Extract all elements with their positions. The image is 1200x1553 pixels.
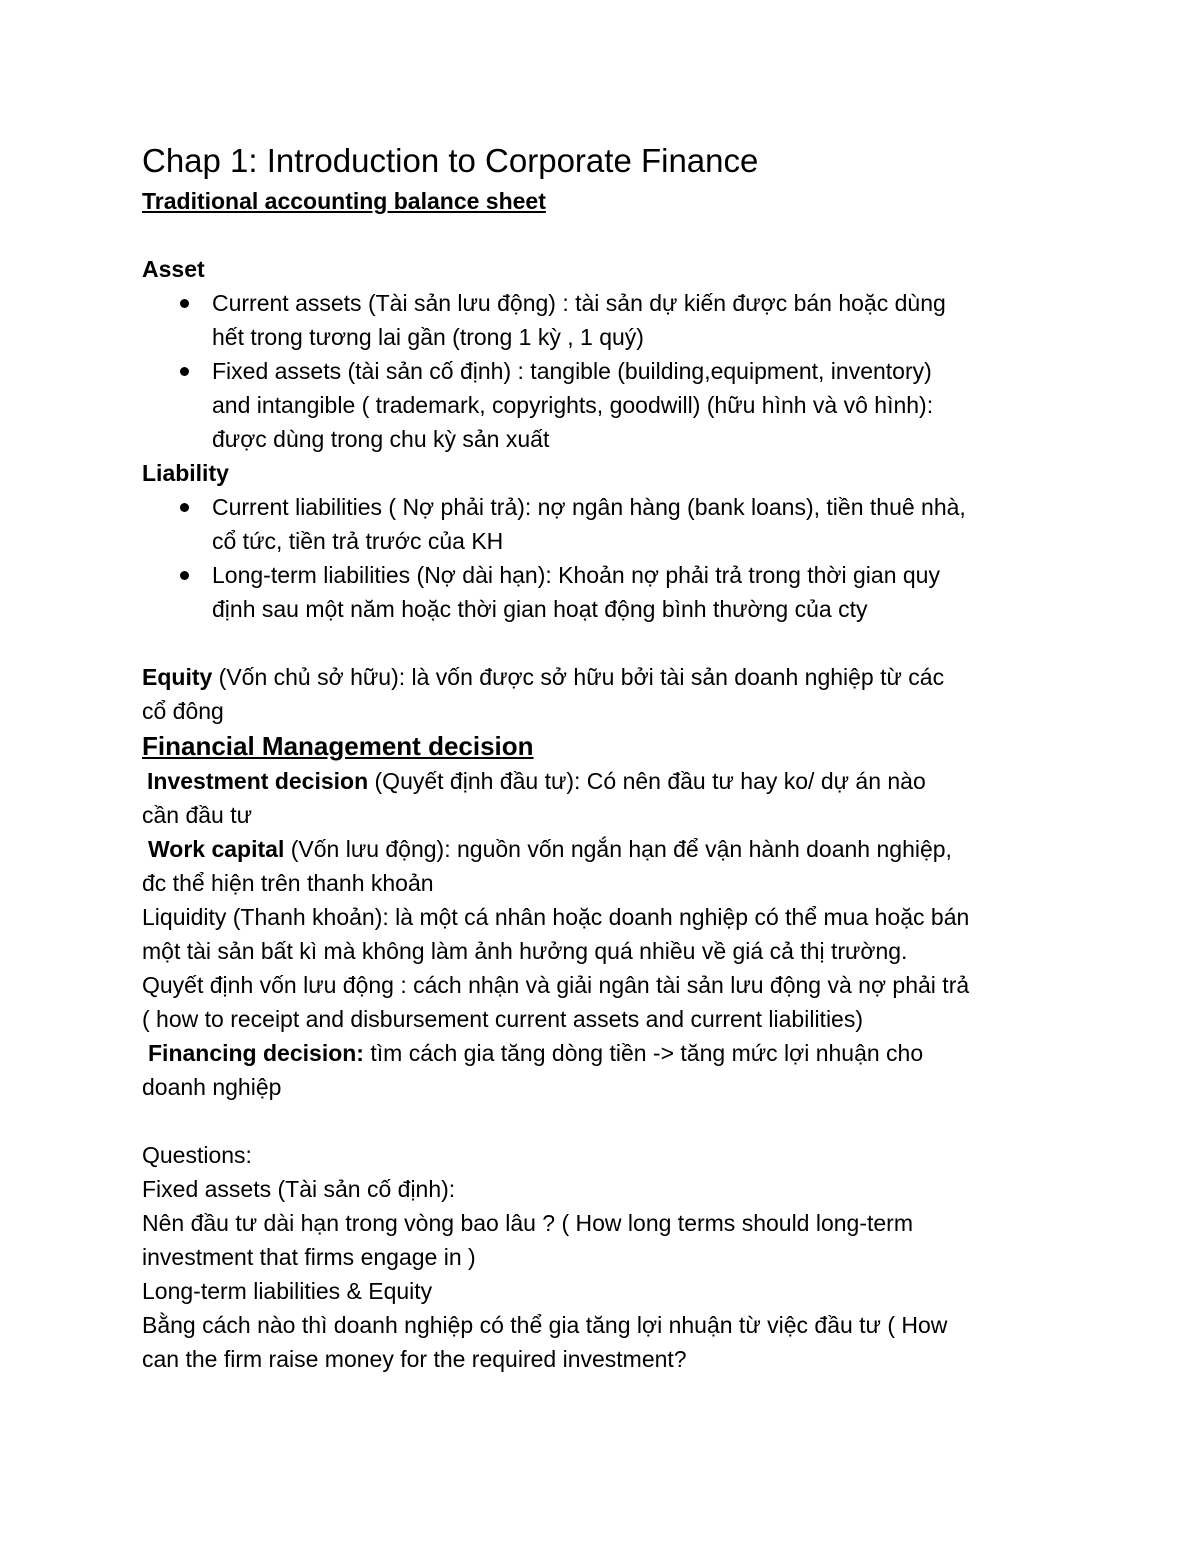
financing-decision-line: doanh nghiệp (142, 1074, 282, 1100)
liquidity-line: một tài sản bất kì mà không làm ảnh hưởng quá nhiều về giá cả thị trường. (142, 938, 908, 964)
spacer (142, 1104, 1072, 1138)
list-item-line: Fixed assets (tài sản cố định) : tangible (building,equipment, inventory) (212, 358, 932, 384)
asset-list (142, 286, 1072, 456)
document-page (142, 138, 1072, 1376)
balance-sheet-subtitle: Traditional accounting balance sheet (142, 188, 546, 214)
question-line: can the firm raise money for the required investment? (142, 1346, 687, 1372)
investment-decision-term: Investment decision (147, 768, 369, 794)
work-capital-line: đc thể hiện trên thanh khoản (142, 870, 434, 896)
question-line: Fixed assets (Tài sản cố định): (142, 1176, 456, 1202)
liquidity-line: Liquidity (Thanh khoản): là một cá nhân hoặc doanh nghiệp có thể mua hoặc bán (142, 904, 970, 930)
work-capital-term: Work capital (148, 836, 285, 862)
bullet-icon (180, 367, 189, 376)
equity-paragraph-line (142, 660, 1072, 694)
spacer (142, 626, 1072, 660)
work-capital-line (142, 832, 1072, 866)
liability-list (142, 490, 1072, 626)
financial-management-heading: Financial Management decision (142, 731, 534, 761)
list-item-line: được dùng trong chu kỳ sản xuất (212, 426, 550, 452)
list-item (142, 286, 1072, 354)
financing-decision-definition: tìm cách gia tăng dòng tiền -> tăng mức lợi nhuận cho (363, 1040, 924, 1066)
question-line: investment that firms engage in ) (142, 1244, 476, 1270)
list-item-line: định sau một năm hoặc thời gian hoạt động bình thường của cty (212, 596, 868, 622)
list-item-line: hết trong tương lai gần (trong 1 kỳ , 1 quý) (212, 324, 644, 350)
bullet-icon (180, 571, 189, 580)
questions-heading: Questions: (142, 1142, 252, 1168)
bullet-icon (180, 299, 189, 308)
page-title: Chap 1: Introduction to Corporate Finance (142, 142, 759, 179)
list-item-line: and intangible ( trademark, copyrights, goodwill) (hữu hình và vô hình): (212, 392, 934, 418)
question-line: Nên đầu tư dài hạn trong vòng bao lâu ? ( How long terms should long-term (142, 1210, 914, 1236)
list-item-line: cổ tức, tiền trả trước của KH (212, 528, 504, 554)
financing-decision-line (142, 1036, 1072, 1070)
list-item (142, 354, 1072, 456)
asset-heading: Asset (142, 256, 205, 282)
investment-decision-line: cần đầu tư (142, 802, 253, 828)
liability-heading: Liability (142, 460, 229, 486)
equity-paragraph-line: cổ đông (142, 698, 224, 724)
equity-definition: (Vốn chủ sở hữu): là vốn được sở hữu bởi tài sản doanh nghiệp từ các (212, 664, 945, 690)
list-item-line: Current assets (Tài sản lưu động) : tài sản dự kiến được bán hoặc dùng (212, 290, 946, 316)
working-capital-decision-line: Quyết định vốn lưu động : cách nhận và giải ngân tài sản lưu động và nợ phải trả (142, 972, 970, 998)
list-item (142, 490, 1072, 558)
list-item-line: Current liabilities ( Nợ phải trả): nợ ngân hàng (bank loans), tiền thuê nhà, (212, 494, 966, 520)
investment-decision-line (142, 764, 1072, 798)
investment-decision-definition: (Quyết định đầu tư): Có nên đầu tư hay ko/ dự án nào (368, 768, 926, 794)
question-line: Long-term liabilities & Equity (142, 1278, 433, 1304)
equity-term: Equity (142, 664, 213, 690)
bullet-icon (180, 503, 189, 512)
list-item-line: Long-term liabilities (Nợ dài hạn): Khoản nợ phải trả trong thời gian quy (212, 562, 940, 588)
financing-decision-term: Financing decision: (148, 1040, 364, 1066)
spacer (142, 218, 1072, 252)
question-line: Bằng cách nào thì doanh nghiệp có thể gia tăng lợi nhuận từ việc đầu tư ( How (142, 1312, 948, 1338)
working-capital-decision-line: ( how to receipt and disbursement current assets and current liabilities) (142, 1006, 864, 1032)
list-item (142, 558, 1072, 626)
work-capital-definition: (Vốn lưu động): nguồn vốn ngắn hạn để vận hành doanh nghiệp, (284, 836, 952, 862)
